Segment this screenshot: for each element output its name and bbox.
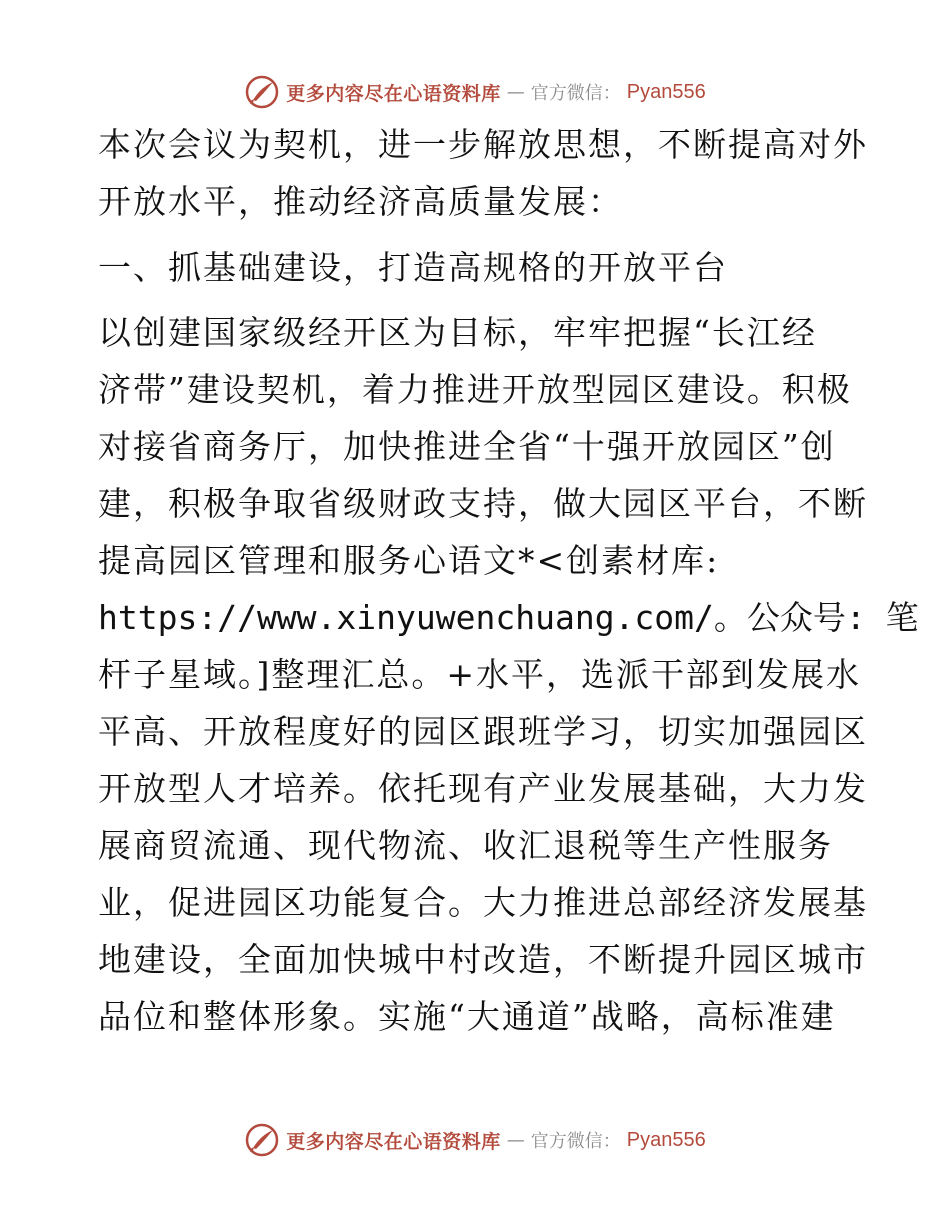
watermark-main-text: 更多内容尽在心语资料库 — [286, 82, 501, 105]
body-line: 地建设，全面加快城中村改造，不断提升园区城市 — [98, 940, 868, 979]
watermark-separator: — — [506, 81, 525, 103]
feather-logo-icon — [244, 1122, 280, 1158]
body-line: 平高、开放程度好的园区跟班学习，切实加强园区 — [98, 712, 868, 751]
body-line: 开放型人才培养。依托现有产业发展基础，大力发 — [98, 769, 868, 808]
body-line: 杆子星域。]整理汇总。+水平，选派干部到发展水 — [98, 655, 862, 694]
footer-watermark — [0, 1120, 950, 1160]
document-body — [98, 125, 919, 1036]
watermark-main-text: 更多内容尽在心语资料库 — [286, 1130, 501, 1153]
body-line: 对接省商务厅，加快推进全省“十强开放园区”创 — [98, 427, 836, 466]
body-line: 济带”建设契机，着力推进开放型园区建设。积极 — [98, 370, 852, 409]
body-line: 展商贸流通、现代物流、收汇退税等生产性服务 — [98, 826, 833, 865]
body-line: 本次会议为契机，进一步解放思想，不断提高对外 — [98, 125, 868, 164]
body-line: 业，促进园区功能复合。大力推进总部经济发展基 — [98, 883, 868, 922]
body-line: 建，积极争取省级财政支持，做大园区平台，不断 — [98, 484, 868, 523]
header-watermark — [0, 72, 950, 112]
feather-logo-icon — [244, 74, 280, 110]
body-line: 以创建国家级经开区为目标，牢牢把握“长江经 — [98, 313, 817, 352]
watermark-separator: — — [506, 1129, 525, 1151]
body-line: 开放水平，推动经济高质量发展： — [98, 182, 623, 221]
watermark-wechat-id: Pyan556 — [626, 1128, 706, 1151]
watermark-sub-text: 官方微信： — [530, 1131, 621, 1152]
body-line: 品位和整体形象。实施“大通道”战略，高标准建 — [98, 997, 836, 1036]
body-line: 提高园区管理和服务心语文*<创素材库: — [98, 541, 720, 580]
body-line-url: https://www.xinyuwenchuang.com/。公众号: 笔 — [98, 598, 919, 637]
watermark-wechat-id: Pyan556 — [626, 80, 706, 103]
section-heading: 一、抓基础建设，打造高规格的开放平台 — [98, 248, 728, 287]
watermark-sub-text: 官方微信： — [530, 83, 621, 104]
